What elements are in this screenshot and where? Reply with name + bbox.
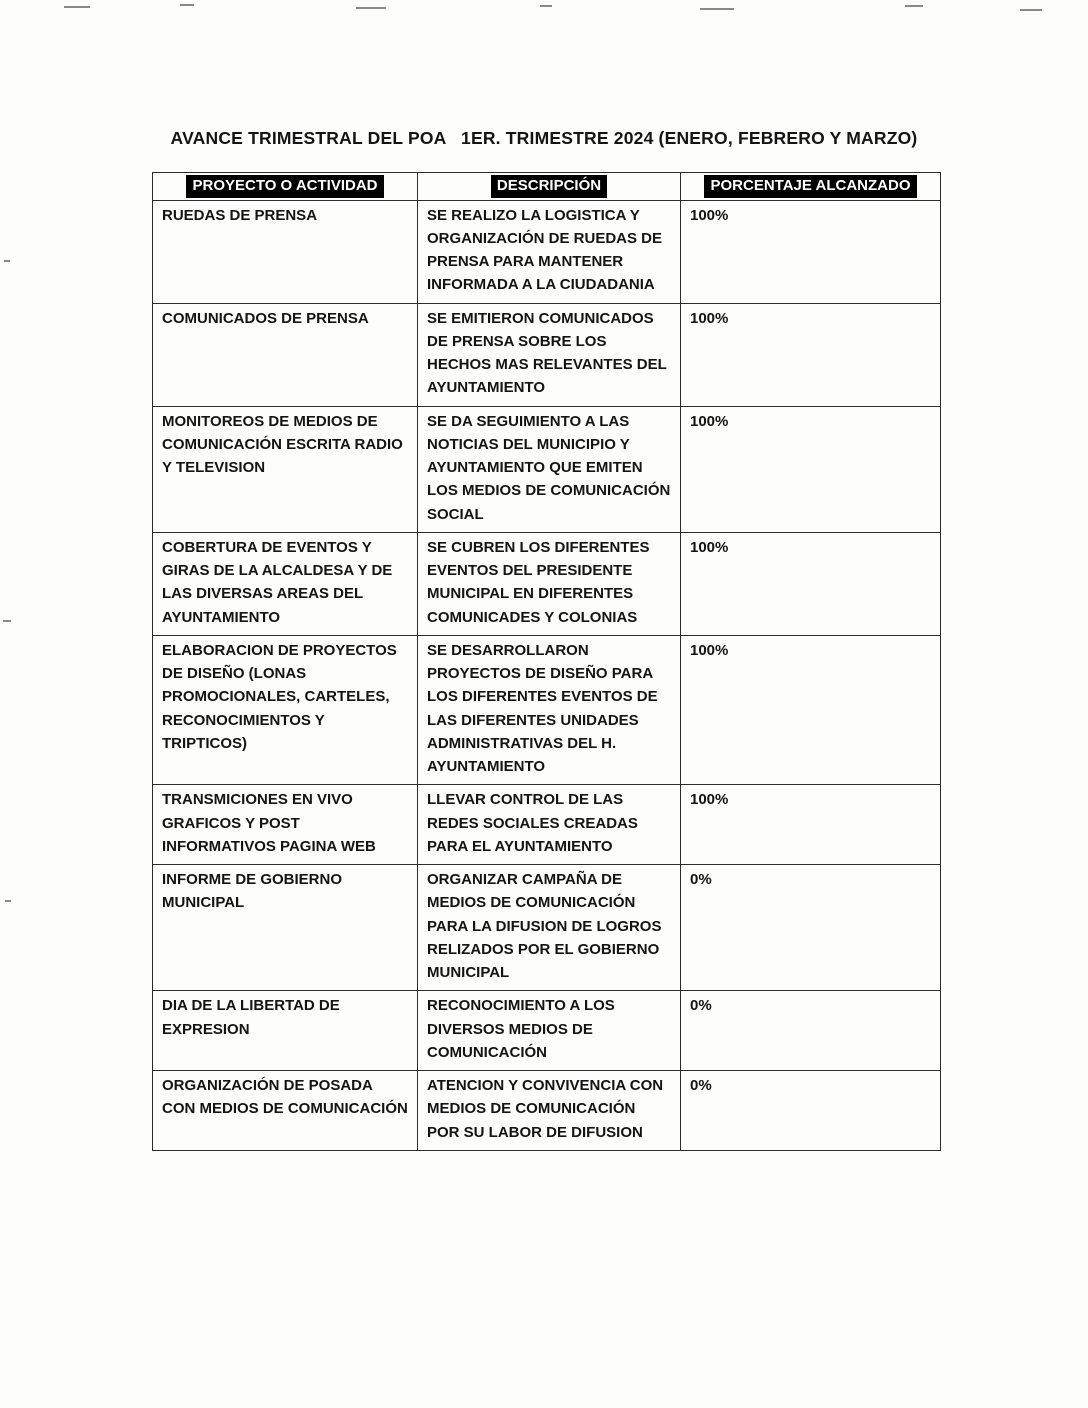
cell-porcentaje: 100%	[681, 406, 941, 532]
cell-proyecto: MONITOREOS DE MEDIOS DE COMUNICACIÓN ESCRITA RADIO Y TELEVISION	[153, 406, 418, 532]
scan-artifact	[5, 900, 11, 902]
column-header-descripcion	[418, 173, 681, 201]
table-row	[153, 635, 941, 785]
table-row	[153, 406, 941, 532]
cell-descripcion: SE CUBREN LOS DIFERENTES EVENTOS DEL PRESIDENTE MUNICIPAL EN DIFERENTES COMUNICADES Y COLONIAS	[418, 532, 681, 635]
table-row	[153, 303, 941, 406]
table-row	[153, 785, 941, 865]
column-header-proyecto	[153, 173, 418, 201]
cell-proyecto: INFORME DE GOBIERNO MUNICIPAL	[153, 865, 418, 991]
cell-descripcion: ATENCION Y CONVIVENCIA CON MEDIOS DE COMUNICACIÓN POR SU LABOR DE DIFUSION	[418, 1071, 681, 1151]
table-row	[153, 991, 941, 1071]
cell-porcentaje: 100%	[681, 635, 941, 785]
cell-descripcion: SE REALIZO LA LOGISTICA Y ORGANIZACIÓN DE RUEDAS DE PRENSA PARA MANTENER INFORMADA A LA CIUDADANIA	[418, 200, 681, 303]
cell-porcentaje: 100%	[681, 303, 941, 406]
cell-descripcion: SE EMITIERON COMUNICADOS DE PRENSA SOBRE LOS HECHOS MAS RELEVANTES DEL AYUNTAMIENTO	[418, 303, 681, 406]
table-row	[153, 865, 941, 991]
scan-artifact	[64, 6, 90, 8]
table-body	[153, 200, 941, 1150]
cell-porcentaje: 0%	[681, 991, 941, 1071]
scan-artifact	[3, 620, 11, 622]
scan-artifact	[1020, 9, 1042, 11]
scan-artifact	[180, 4, 194, 6]
cell-descripcion: ORGANIZAR CAMPAÑA DE MEDIOS DE COMUNICACIÓN PARA LA DIFUSION DE LOGROS RELIZADOS POR EL GOBIERNO MUNICIPAL	[418, 865, 681, 991]
table-row	[153, 1071, 941, 1151]
cell-porcentaje: 0%	[681, 1071, 941, 1151]
table-row	[153, 200, 941, 303]
cell-proyecto: ELABORACION DE PROYECTOS DE DISEÑO (LONAS PROMOCIONALES, CARTELES, RECONOCIMIENTOS Y TRIPTICOS)	[153, 635, 418, 785]
column-header-porcentaje	[681, 173, 941, 201]
cell-proyecto: COBERTURA DE EVENTOS Y GIRAS DE LA ALCALDESA Y DE LAS DIVERSAS AREAS DEL AYUNTAMIENTO	[153, 532, 418, 635]
cell-descripcion: SE DESARROLLARON PROYECTOS DE DISEÑO PARA LOS DIFERENTES EVENTOS DE LAS DIFERENTES UNIDADES ADMINISTRATIVAS DEL H. AYUNTAMIENTO	[418, 635, 681, 785]
cell-descripcion: SE DA SEGUIMIENTO A LAS NOTICIAS DEL MUNICIPIO Y AYUNTAMIENTO QUE EMITEN LOS MEDIOS DE COMUNICACIÓN SOCIAL	[418, 406, 681, 532]
scan-artifact	[700, 8, 734, 10]
page-title: AVANCE TRIMESTRAL DEL POA 1ER. TRIMESTRE 2024 (ENERO, FEBRERO Y MARZO)	[170, 128, 918, 148]
table-header	[153, 173, 941, 201]
cell-descripcion: LLEVAR CONTROL DE LAS REDES SOCIALES CREADAS PARA EL AYUNTAMIENTO	[418, 785, 681, 865]
cell-porcentaje: 100%	[681, 532, 941, 635]
cell-proyecto: TRANSMICIONES EN VIVO GRAFICOS Y POST INFORMATIVOS PAGINA WEB	[153, 785, 418, 865]
scan-artifact	[4, 260, 10, 262]
cell-porcentaje: 100%	[681, 785, 941, 865]
scan-artifact	[356, 7, 386, 9]
scan-artifact	[905, 5, 923, 7]
cell-proyecto: ORGANIZACIÓN DE POSADA CON MEDIOS DE COMUNICACIÓN	[153, 1071, 418, 1151]
cell-proyecto: COMUNICADOS DE PRENSA	[153, 303, 418, 406]
cell-proyecto: RUEDAS DE PRENSA	[153, 200, 418, 303]
cell-porcentaje: 0%	[681, 865, 941, 991]
scan-artifact	[540, 5, 552, 7]
cell-proyecto: DIA DE LA LIBERTAD DE EXPRESION	[153, 991, 418, 1071]
cell-porcentaje: 100%	[681, 200, 941, 303]
column-header-porcentaje-label: PORCENTAJE ALCANZADO	[704, 175, 916, 198]
column-header-descripcion-label: DESCRIPCIÓN	[491, 175, 607, 198]
cell-descripcion: RECONOCIMIENTO A LOS DIVERSOS MEDIOS DE COMUNICACIÓN	[418, 991, 681, 1071]
poa-progress-table	[152, 172, 941, 1151]
column-header-proyecto-label: PROYECTO O ACTIVIDAD	[186, 175, 383, 198]
table-row	[153, 532, 941, 635]
table-header-row	[153, 173, 941, 201]
